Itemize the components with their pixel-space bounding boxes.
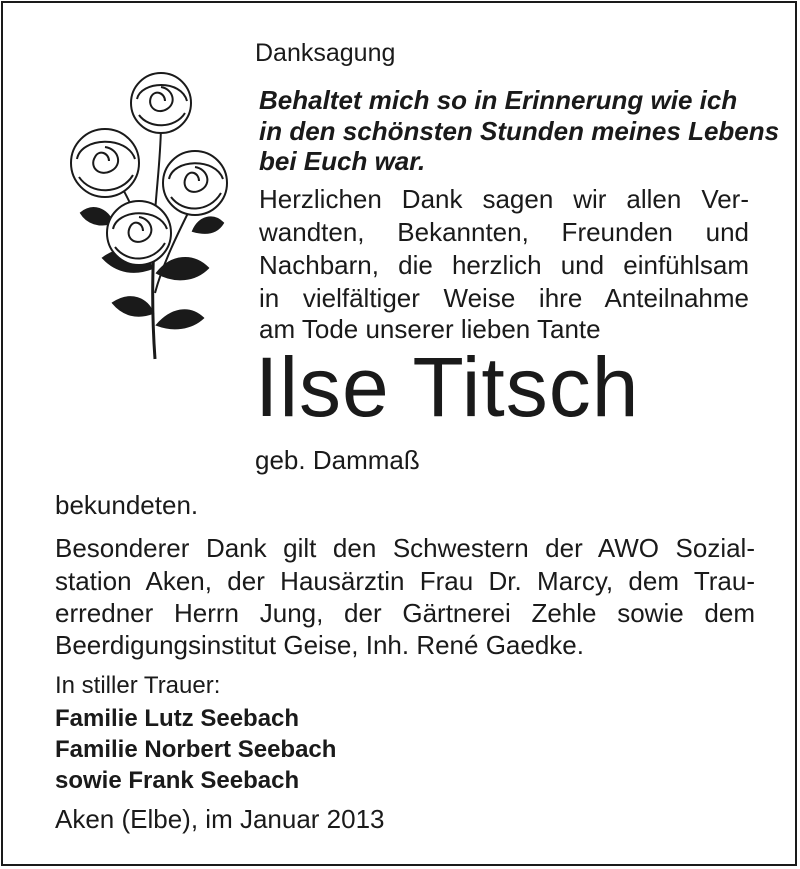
quote-line: in den schönsten Stunden meines Lebens: [259, 116, 780, 146]
family-name: sowie Frank Seebach: [55, 767, 300, 794]
intro-line: am Tode unserer lieben Tante: [259, 314, 601, 344]
heading: Danksagung: [255, 39, 396, 67]
family-name: Familie Lutz Seebach: [55, 705, 300, 732]
notice-frame: [1, 1, 797, 866]
quote-line: bei Euch war.: [259, 146, 426, 176]
deceased-name: Ilse Titsch: [255, 340, 640, 434]
intro-line: in vielfältiger Weise ihre Anteilnahme: [259, 283, 749, 313]
continuation-text: bekundeten.: [55, 490, 199, 520]
mourning-label: In stiller Trauer:: [55, 672, 221, 699]
thanks-line: station Aken, der Hausärztin Frau Dr. Marcy, dem Trau-: [55, 566, 755, 596]
thanks-line: erredner Herrn Jung, der Gärtnerei Zehle sowie dem: [55, 598, 755, 628]
intro-line: wandten, Bekannten, Freunden und: [259, 217, 749, 247]
birth-name: geb. Dammaß: [255, 445, 420, 475]
thanks-line: Besonderer Dank gilt den Schwestern der AWO Sozial-: [55, 533, 755, 563]
intro-line: Nachbarn, die herzlich und einfühlsam: [259, 250, 749, 280]
intro-line: Herzlichen Dank sagen wir allen Ver-: [259, 184, 749, 214]
roses-bouquet-icon: [43, 63, 248, 363]
place-date: Aken (Elbe), im Januar 2013: [55, 804, 385, 834]
quote-line: Behaltet mich so in Erinnerung wie ich: [259, 85, 738, 115]
family-name: Familie Norbert Seebach: [55, 736, 337, 763]
thanks-line: Beerdigungsinstitut Geise, Inh. René Gaedke.: [55, 630, 584, 660]
